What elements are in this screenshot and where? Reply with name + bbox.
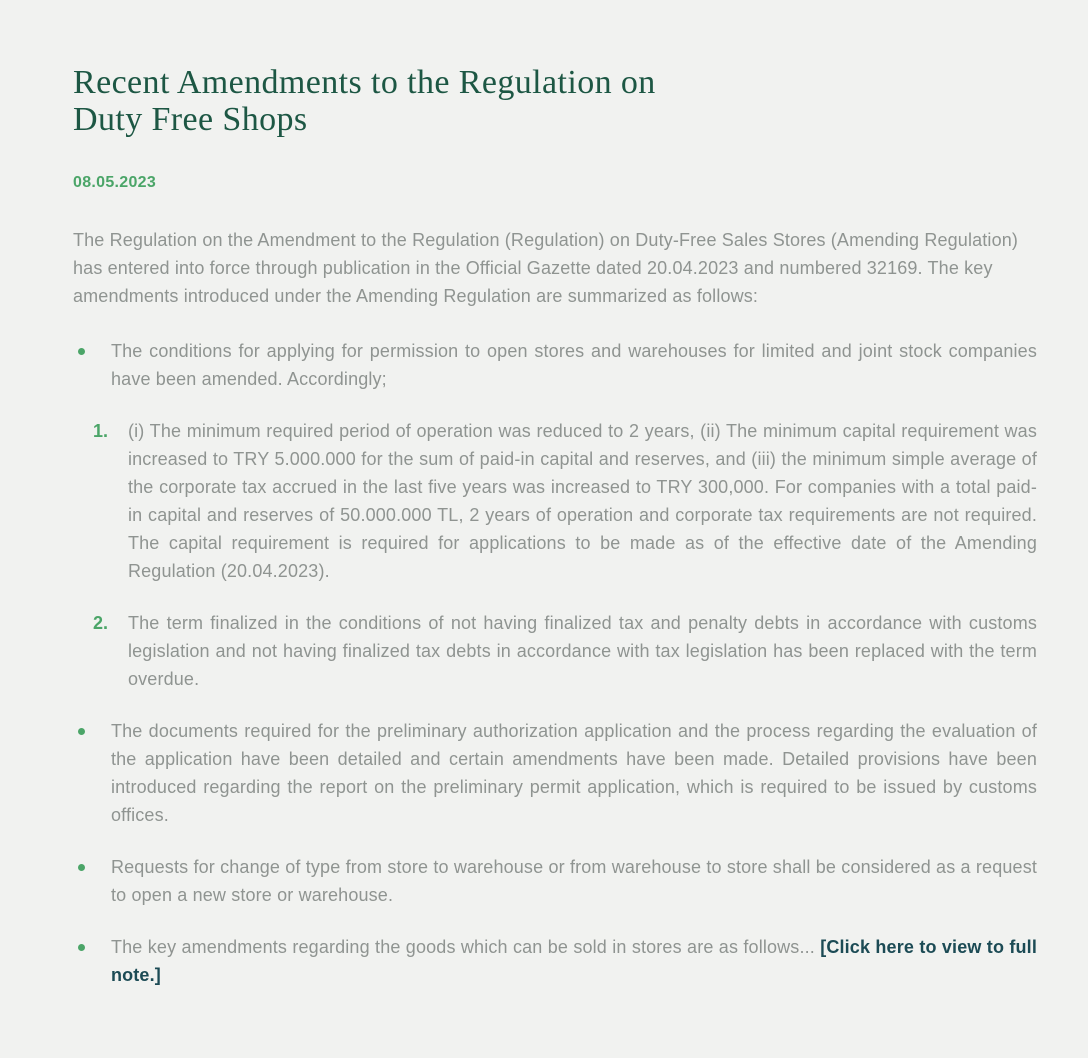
numbered-item [93, 609, 1037, 693]
numbered-item [93, 417, 1037, 585]
list-item [73, 933, 1037, 989]
bullet-icon [78, 864, 85, 871]
page-title [73, 64, 1037, 138]
list-item [73, 717, 1037, 829]
list-item-text-lead: The key amendments regarding the goods which can be sold in stores are as follows... [111, 937, 815, 957]
numbered-item-marker: 1. [93, 421, 109, 441]
article-date: 08.05.2023 [73, 174, 157, 191]
numbered-item-marker: 2. [93, 613, 109, 633]
list-item [73, 337, 1037, 393]
bullet-list [73, 337, 1037, 989]
bullet-icon [78, 348, 85, 355]
list-item-text [111, 933, 1037, 989]
bullet-icon [78, 944, 85, 951]
page-title-line-1: Recent Amendments to the Regulation on [73, 64, 656, 101]
numbered-item-text: (i) The minimum required period of operation was reduced to 2 years, (ii) The minimum capital requirement was increased to TRY 5.000.000 for the sum of paid-in capital and reserves, and (iii) the minimum simple average of the corporate tax accrued in the last five years was increased to TRY 300,000. For companies with a total paid-in capital and reserves of 50.000.000 TL, 2 years of operation and corporate tax requirements are not required. The capital requirement is required for applications to be made as of the effective date of the Amending Regulation (20.04.2023). [128, 421, 1037, 581]
list-item-text: Requests for change of type from store to warehouse or from warehouse to store shall be considered as a request to open a new store or warehouse. [111, 857, 1037, 905]
page-title-line-2: Duty Free Shops [73, 101, 308, 138]
numbered-item-text: The term finalized in the conditions of not having finalized tax and penalty debts in accordance with customs legislation and not having finalized tax debts in accordance with tax legislation has been replaced with the term overdue. [128, 613, 1037, 689]
list-item-text: The conditions for applying for permission to open stores and warehouses for limited and joint stock companies have been amended. Accordingly; [111, 341, 1037, 389]
intro-paragraph: The Regulation on the Amendment to the Regulation (Regulation) on Duty-Free Sales Stores (Amending Regulation) has entered into force through publication in the Official Gazette dated 20.04.2023 and numbered 32169. The key amendments introduced under the Amending Regulation are summarized as follows: [73, 230, 1019, 306]
numbered-list [93, 417, 1037, 693]
list-item-text: The documents required for the preliminary authorization application and the process regarding the evaluation of the application have been detailed and certain amendments have been made. Detailed provisions have been introduced regarding the report on the preliminary permit application, which is required to be issued by customs offices. [111, 721, 1037, 825]
list-item [73, 853, 1037, 909]
full-note-link[interactable]: [Click here to view to full note.] [111, 937, 1037, 985]
bullet-icon [78, 728, 85, 735]
